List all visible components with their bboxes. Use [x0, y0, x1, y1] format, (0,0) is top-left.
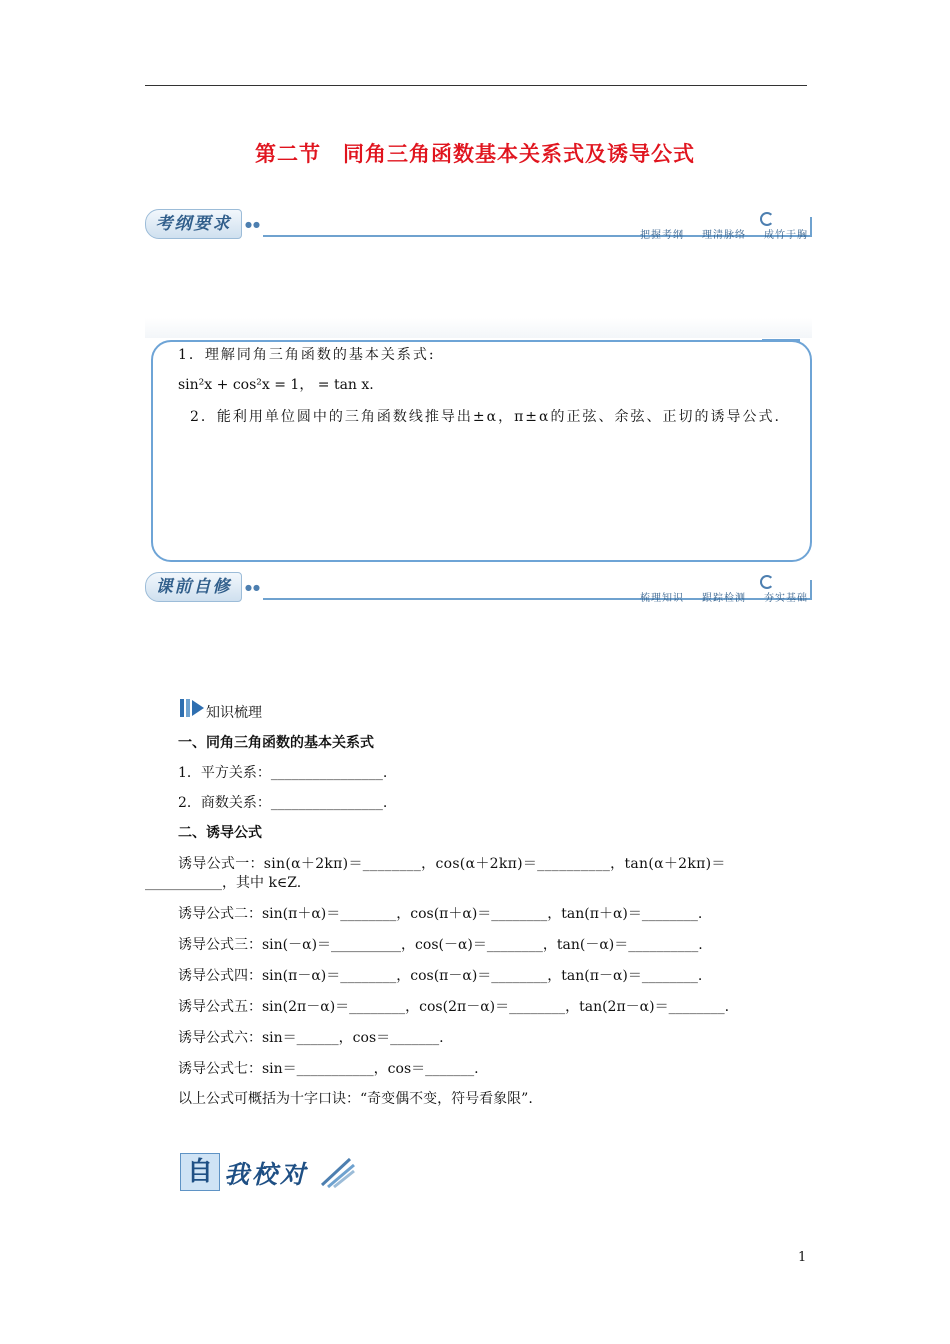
- self-check-banner: [180, 1153, 360, 1193]
- quotient-relation: 2．商数关系：________________.: [178, 795, 388, 811]
- induction-formula-6: 诱导公式六：sin＝______，cos＝_______.: [178, 1030, 444, 1046]
- syllabus-box: [151, 340, 812, 562]
- banner-preview-motto: 梳理知识 跟踪检测 夯实基础: [640, 593, 808, 604]
- heading-relations: 一、同角三角函数的基本关系式: [178, 735, 374, 751]
- induction-formula-5: 诱导公式五：sin(2π－α)＝________，cos(2π－α)＝________，tan(2π－α)＝________.: [178, 999, 730, 1015]
- box-tab: [762, 339, 800, 342]
- page-number: 1: [798, 1250, 807, 1265]
- banner-preview: [145, 572, 812, 602]
- induction-formula-3: 诱导公式三：sin(－α)＝__________，cos(－α)＝________，tan(－α)＝__________.: [178, 937, 703, 953]
- swirl-icon: [760, 575, 774, 589]
- banner-edge: [810, 217, 812, 237]
- syllabus-formula: sin²x + cos²x = 1， = tan x.: [178, 377, 374, 393]
- swirl-icon: [760, 212, 774, 226]
- syllabus-item-2: 2．能利用单位圆中的三角函数线推导出±α，π±α的正弦、余弦、正切的诱导公式.: [190, 409, 781, 425]
- dots-icon: ●●: [245, 220, 261, 229]
- banner-syllabus-tag: 考纲要求: [145, 209, 242, 239]
- summary-mnemonic: 以上公式可概括为十字口诀：“奇变偶不变，符号看象限”.: [178, 1091, 533, 1107]
- self-check-rest: 我校对: [224, 1160, 309, 1189]
- banner-syllabus-motto: 把握考纲 理清脉络 成竹于胸: [640, 230, 808, 241]
- swoosh-icon: [320, 1155, 356, 1189]
- banner-preview-tag: 课前自修: [145, 572, 242, 602]
- induction-formula-1a: 诱导公式一：sin(α＋2kπ)＝________，cos(α＋2kπ)＝__________，tan(α＋2kπ)＝: [178, 856, 726, 872]
- induction-formula-2: 诱导公式二：sin(π＋α)＝________，cos(π＋α)＝________，tan(π＋α)＝________.: [178, 906, 703, 922]
- section-label: 知识梳理: [206, 705, 262, 721]
- dots-icon: ●●: [245, 583, 261, 592]
- induction-formula-4: 诱导公式四：sin(π－α)＝________，cos(π－α)＝________，tan(π－α)＝________.: [178, 968, 703, 984]
- syllabus-item-1: 1．理解同角三角函数的基本关系式:: [178, 347, 436, 363]
- heading-induction: 二、诱导公式: [178, 825, 262, 841]
- page-title: 第二节 同角三角函数基本关系式及诱导公式: [255, 142, 695, 166]
- section-arrow-icon: [178, 697, 206, 719]
- top-rule: [145, 85, 807, 86]
- self-check-first: 自: [180, 1153, 220, 1191]
- banner-syllabus: [145, 209, 812, 239]
- banner-edge: [810, 580, 812, 600]
- induction-formula-7: 诱导公式七：sin＝___________，cos＝_______.: [178, 1061, 479, 1077]
- box-shade: [145, 318, 812, 338]
- induction-formula-1b: ___________，其中 k∈Z.: [145, 875, 302, 891]
- square-relation: 1．平方关系：________________.: [178, 765, 388, 781]
